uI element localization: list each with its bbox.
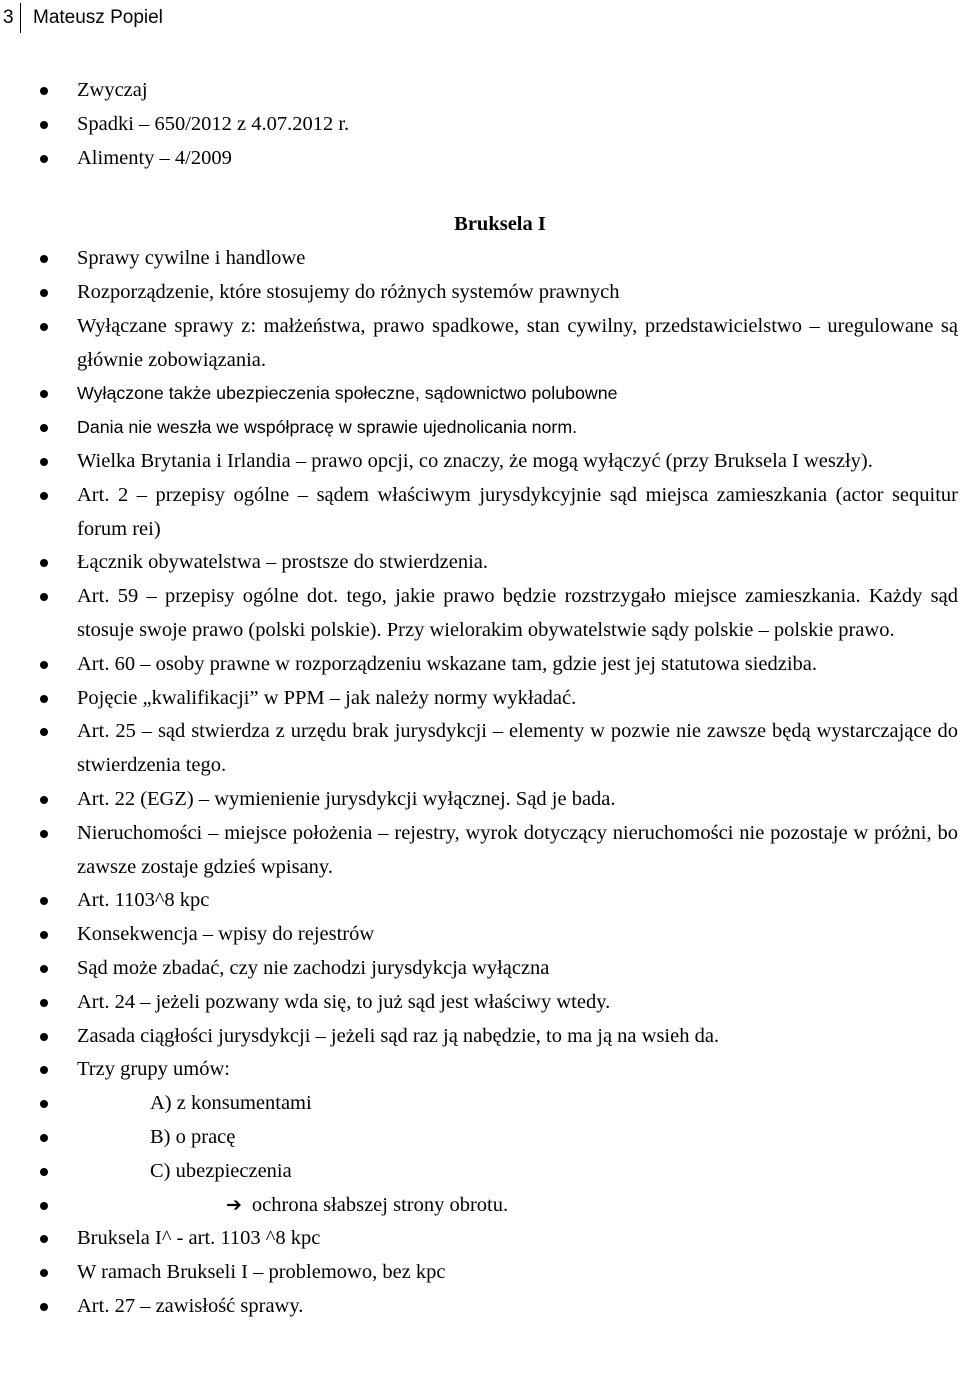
list-item: Art. 24 – jeżeli pozwany wda się, to już sąd jest właściwy wtedy. <box>0 986 960 1020</box>
list-item: W ramach Brukseli I – problemowo, bez kpc <box>0 1256 960 1290</box>
intro-list <box>0 74 960 175</box>
list-item: Art. 27 – zawisłość sprawy. <box>0 1290 960 1324</box>
list-item: Art. 59 – przepisy ogólne dot. tego, jakie prawo będzie rozstrzygało miejsce zamieszkania. Każdy sąd stosuje swoje prawo (polski polskie). Przy wielorakim obywatelstwie sądy polskie – polskie prawo. <box>0 580 960 648</box>
list-item: A) z konsumentami <box>0 1087 960 1121</box>
document-body <box>0 74 960 1324</box>
list-item: Art. 2 – przepisy ogólne – sądem właściwym jurysdykcyjnie sąd miejsca zamieszkania (actor sequitur forum rei) <box>0 479 960 547</box>
list-item <box>0 1189 960 1223</box>
bruksela-list <box>0 242 960 1324</box>
list-item: Łącznik obywatelstwa – prostsze do stwierdzenia. <box>0 546 960 580</box>
list-item: Bruksela I^ - art. 1103 ^8 kpc <box>0 1222 960 1256</box>
list-item: Wielka Brytania i Irlandia – prawo opcji, co znaczy, że mogą wyłączyć (przy Bruksela I weszły). <box>0 445 960 479</box>
list-item: Zwyczaj <box>0 74 960 108</box>
page-number: 3 <box>3 7 14 28</box>
list-item: Pojęcie „kwalifikacji” w PPM – jak należy normy wykładać. <box>0 682 960 716</box>
list-item: Art. 60 – osoby prawne w rozporządzeniu wskazane tam, gdzie jest jej statutowa siedziba. <box>0 648 960 682</box>
list-item: Wyłączone także ubezpieczenia społeczne, sądownictwo polubowne <box>0 377 960 411</box>
list-item-text: ochrona słabszej strony obrotu. <box>251 1193 509 1216</box>
list-item: B) o pracę <box>0 1121 960 1155</box>
list-item: Art. 22 (EGZ) – wymienienie jurysdykcji wyłącznej. Sąd je bada. <box>0 783 960 817</box>
author-name: Mateusz Popiel <box>33 7 163 28</box>
list-item: Trzy grupy umów: <box>0 1053 960 1087</box>
page-header <box>0 0 960 36</box>
list-item: Wyłączane sprawy z: małżeństwa, prawo spadkowe, stan cywilny, przedstawicielstwo – uregulowane są głównie zobowiązania. <box>0 310 960 378</box>
list-item: Dania nie weszła we współpracę w sprawie ujednolicania norm. <box>0 411 960 445</box>
list-item: Art. 1103^8 kpc <box>0 884 960 918</box>
list-item: Spadki – 650/2012 z 4.07.2012 r. <box>0 108 960 142</box>
list-item: Sprawy cywilne i handlowe <box>0 242 960 276</box>
list-item: Art. 25 – sąd stwierdza z urzędu brak jurysdykcji – elementy w pozwie nie zawsze będą wystarczające do stwierdzenia tego. <box>0 715 960 783</box>
list-item: Rozporządzenie, które stosujemy do różnych systemów prawnych <box>0 276 960 310</box>
list-item: Zasada ciągłości jurysdykcji – jeżeli sąd raz ją nabędzie, to ma ją na wsieh da. <box>0 1020 960 1054</box>
list-item: Sąd może zbadać, czy nie zachodzi jurysdykcja wyłączna <box>0 952 960 986</box>
header-divider <box>20 3 21 33</box>
right-arrow-icon: ➔ <box>226 1193 242 1216</box>
list-item: Alimenty – 4/2009 <box>0 142 960 176</box>
list-item: Nieruchomości – miejsce położenia – rejestry, wyrok dotyczący nieruchomości nie pozostaje w próżni, bo zawsze zostaje gdzieś wpisany. <box>0 817 960 885</box>
list-item: Konsekwencja – wpisy do rejestrów <box>0 918 960 952</box>
section-heading: Bruksela I <box>454 213 546 236</box>
list-item: C) ubezpieczenia <box>0 1155 960 1189</box>
